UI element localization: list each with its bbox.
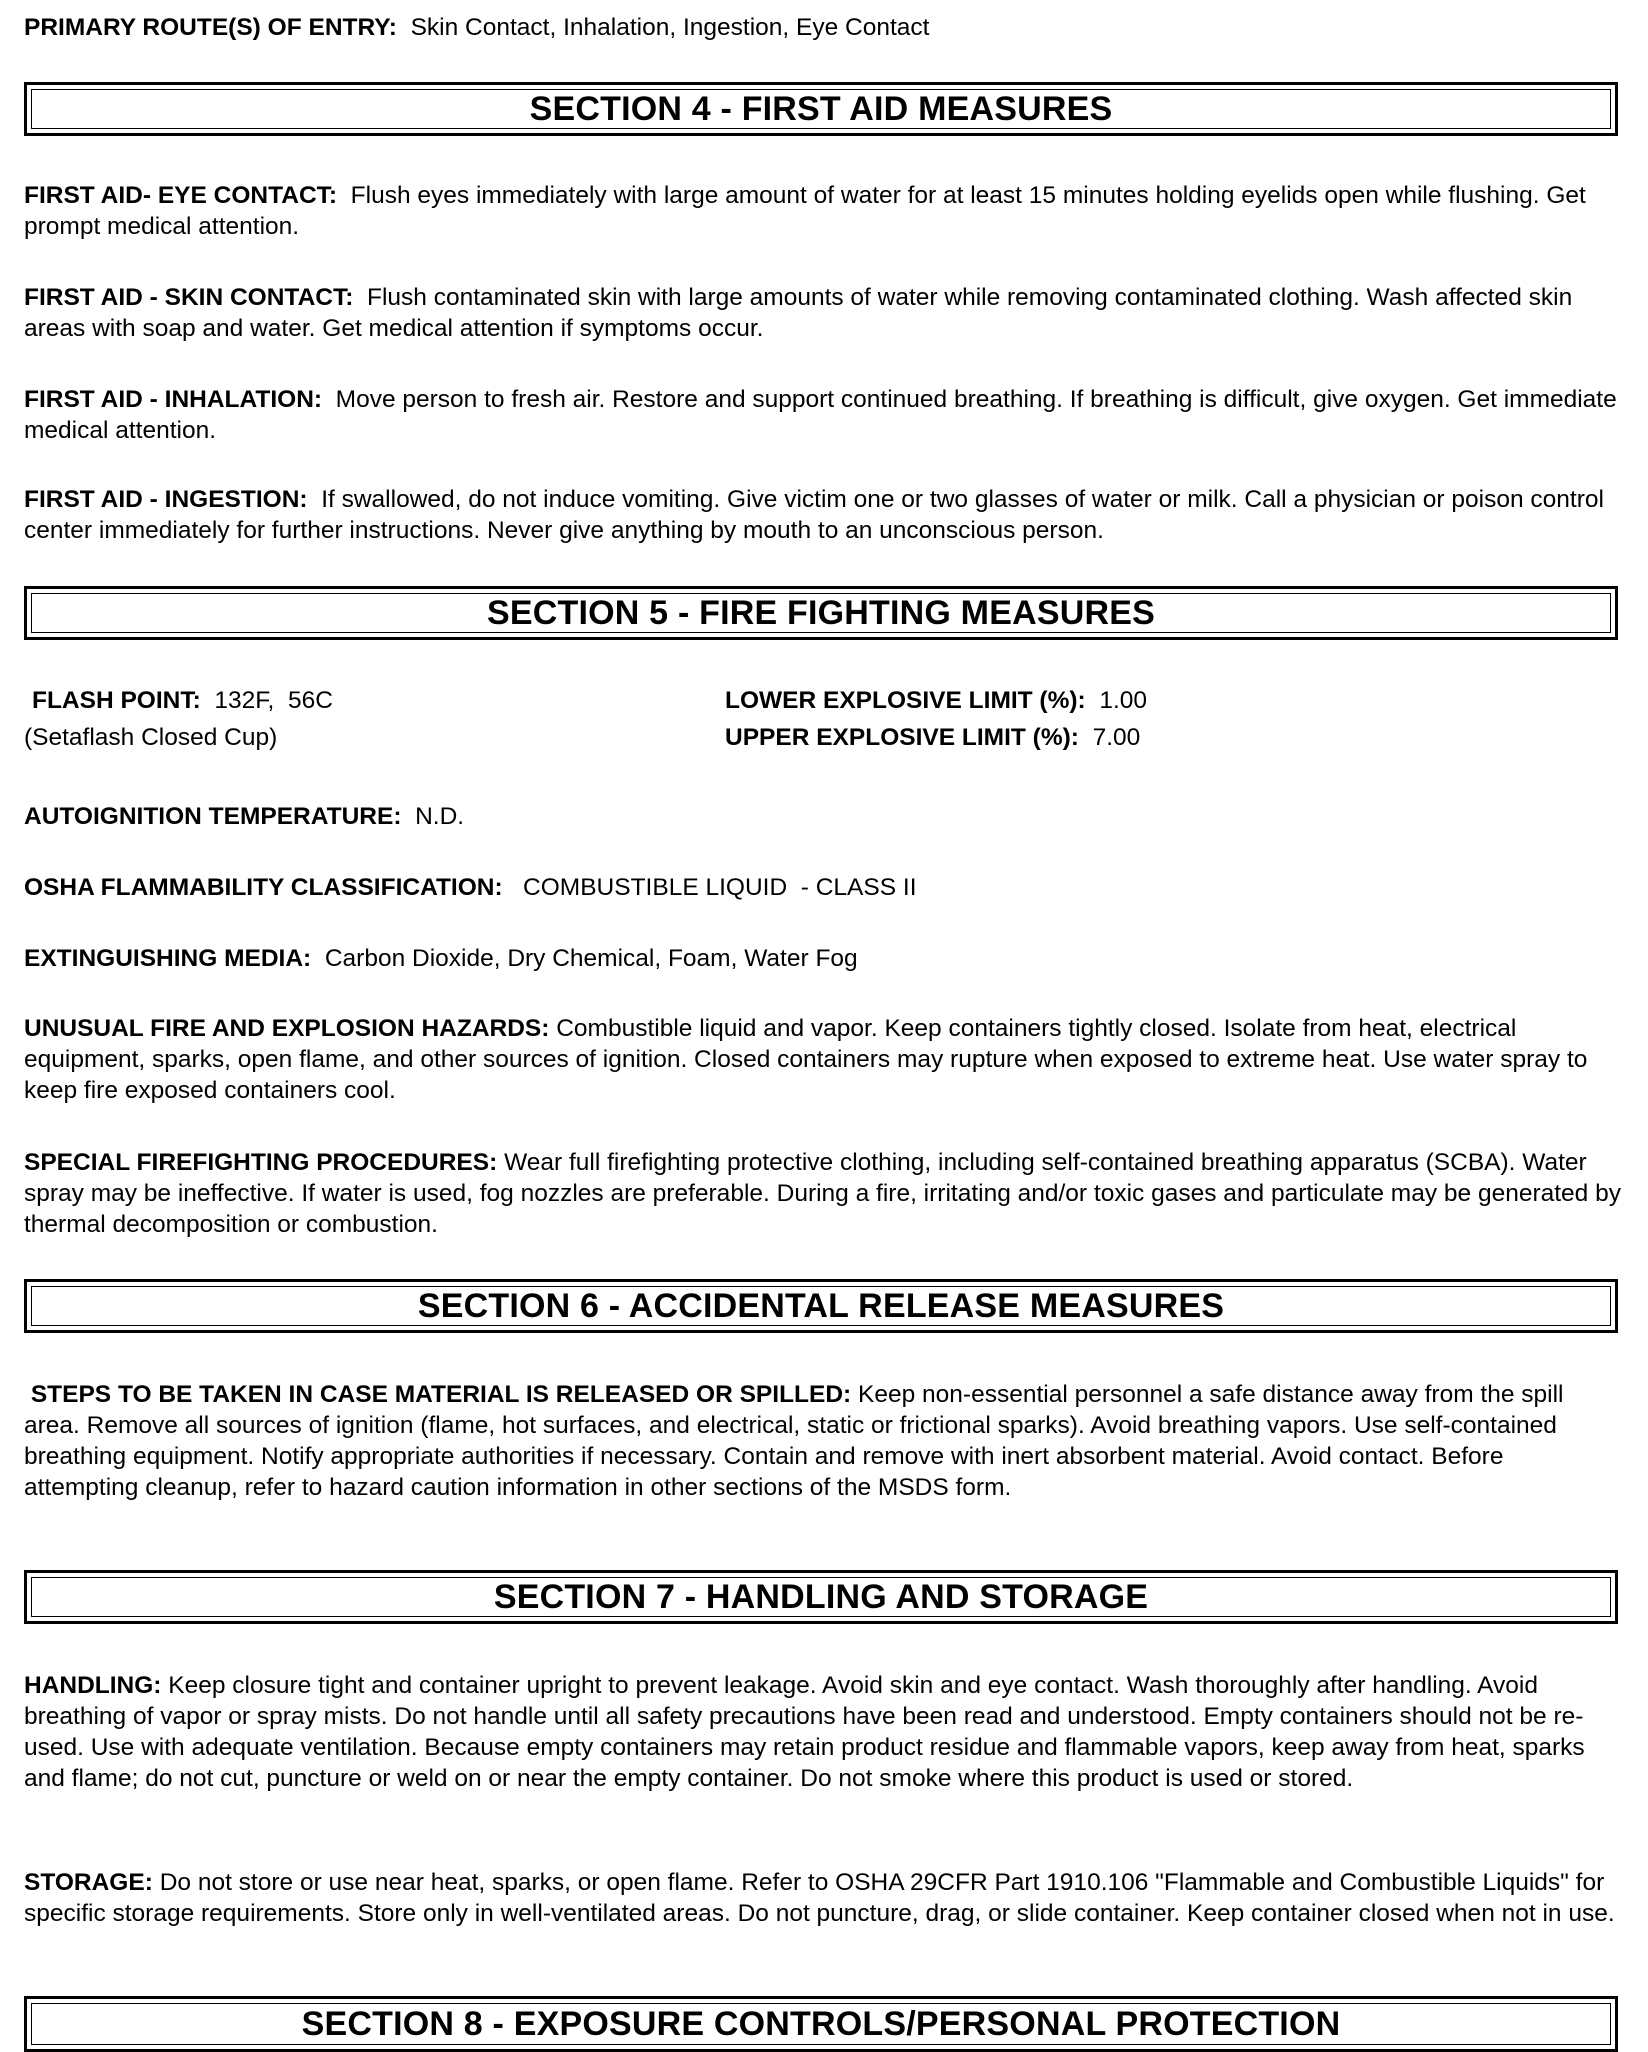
first-aid-inhalation [24,384,1624,446]
handling-label: HANDLING: [24,1672,162,1699]
autoignition-value: N.D. [415,803,465,830]
first-aid-eye [24,180,1624,242]
section-6-header [24,1279,1618,1333]
first-aid-skin-text: Flush contaminated skin with large amounts of water while removing contaminated clothing. Wash affected skin areas with soap and water. Get medical attention if symptoms occur. [24,284,1573,342]
fire-hazards [24,1013,1624,1106]
section-7-header [24,1570,1618,1624]
first-aid-skin [24,282,1624,344]
route-of-entry [24,12,929,43]
storage [24,1867,1624,1929]
extinguishing-media-value: Carbon Dioxide, Dry Chemical, Foam, Water Fog [324,945,858,972]
release-measures [24,1379,1624,1503]
release-text: Keep non-essential personnel a safe distance away from the spill area. Remove all sources of ignition (flame, hot surfaces, and electrical, static or frictional sparks). Avoid breathing vapors. Use self-contained breathing equipment. Notify appropriate authorities if necessary. Contain and remove with inert absorbent material. Avoid contact. Before attempting cleanup, refer to hazard caution information in other sections of the MSDS form. [24,1381,1564,1501]
storage-label: STORAGE: [24,1869,153,1896]
first-aid-eye-label: FIRST AID- EYE CONTACT: [24,182,338,209]
handling-text: Keep closure tight and container upright to prevent leakage. Avoid skin and eye contact. Wash thoroughly after handling. Avoid breathing of vapor or spray mists. Do not handle until all safety precautions have been read and understood. Empty containers should not be re-used. Use with adequate ventilation. Because empty containers may retain product residue and flammable vapors, keep away from heat, sparks and flame; do not cut, puncture or weld on or near the empty container. Do not smoke where this product is used or stored. [24,1672,1585,1792]
section-4-header [24,82,1618,136]
section-6-title: SECTION 6 - ACCIDENTAL RELEASE MEASURES [31,1286,1611,1326]
extinguishing-media [24,943,858,974]
first-aid-inhalation-label: FIRST AID - INHALATION: [24,386,323,413]
lel-value: 1.00 [1099,687,1148,714]
first-aid-skin-label: FIRST AID - SKIN CONTACT: [24,284,354,311]
section-8-header [24,1996,1618,2052]
uel-value: 7.00 [1092,724,1141,751]
section-5-title: SECTION 5 - FIRE FIGHTING MEASURES [31,593,1611,633]
firefighting-procedures-label: SPECIAL FIREFIGHTING PROCEDURES: [24,1149,498,1176]
storage-text: Do not store or use near heat, sparks, or open flame. Refer to OSHA 29CFR Part 1910.106 "Flammable and Combustible Liquids" for specific storage requirements. Store only in well-ventilated areas. Do not puncture, drag, or slide container. Keep container closed when not in use. [24,1869,1615,1927]
uel-label: UPPER EXPLOSIVE LIMIT (%): [725,724,1079,751]
flash-point-value: 132F, 56C [214,687,333,714]
first-aid-ingestion-label: FIRST AID - INGESTION: [24,486,308,513]
firefighting-procedures-text: Wear full firefighting protective clothing, including self-contained breathing apparatus (SCBA). Water spray may be ineffective. If water is used, fog nozzles are preferable. During a fire, irritating and/or toxic gases and particulate may be generated by thermal decomposition or combustion. [24,1149,1621,1238]
flash-point [32,685,333,716]
handling [24,1670,1624,1794]
osha-value: COMBUSTIBLE LIQUID - CLASS II [523,874,917,901]
first-aid-inhalation-text: Move person to fresh air. Restore and support continued breathing. If breathing is difficult, give oxygen. Get immediate medical attention. [24,386,1617,444]
first-aid-ingestion [24,484,1624,546]
section-4-title: SECTION 4 - FIRST AID MEASURES [31,89,1611,129]
firefighting-procedures [24,1147,1624,1240]
section-8-title: SECTION 8 - EXPOSURE CONTROLS/PERSONAL PROTECTION [31,2003,1611,2045]
fire-hazards-text: Combustible liquid and vapor. Keep containers tightly closed. Isolate from heat, electrical equipment, sparks, open flame, and other sources of ignition. Closed containers may rupture when exposed to extreme heat. Use water spray to keep fire exposed containers cool. [24,1015,1588,1104]
release-label: STEPS TO BE TAKEN IN CASE MATERIAL IS RELEASED OR SPILLED: [30,1381,852,1408]
first-aid-ingestion-text: If swallowed, do not induce vomiting. Give victim one or two glasses of water or milk. Call a physician or poison control center immediately for further instructions. Never give anything by mouth to an unconscious person. [24,486,1604,544]
flash-point-label: FLASH POINT: [32,687,201,714]
flash-point-method: (Setaflash Closed Cup) [24,724,278,751]
section-5-header [24,586,1618,640]
first-aid-eye-text: Flush eyes immediately with large amount of water for at least 15 minutes holding eyelids open while flushing. Get prompt medical attention. [24,182,1586,240]
autoignition-temperature [24,801,464,832]
fire-hazards-label: UNUSUAL FIRE AND EXPLOSION HAZARDS: [24,1015,550,1042]
extinguishing-media-label: EXTINGUISHING MEDIA: [24,945,312,972]
osha-classification [24,872,917,903]
lower-explosive-limit [725,685,1147,716]
osha-label: OSHA FLAMMABILITY CLASSIFICATION: [24,874,503,901]
upper-explosive-limit [725,722,1140,753]
route-value: Skin Contact, Inhalation, Ingestion, Eye Contact [410,14,930,41]
autoignition-label: AUTOIGNITION TEMPERATURE: [24,803,402,830]
section-7-title: SECTION 7 - HANDLING AND STORAGE [31,1577,1611,1617]
route-label: PRIMARY ROUTE(S) OF ENTRY: [24,14,397,41]
lel-label: LOWER EXPLOSIVE LIMIT (%): [725,687,1086,714]
